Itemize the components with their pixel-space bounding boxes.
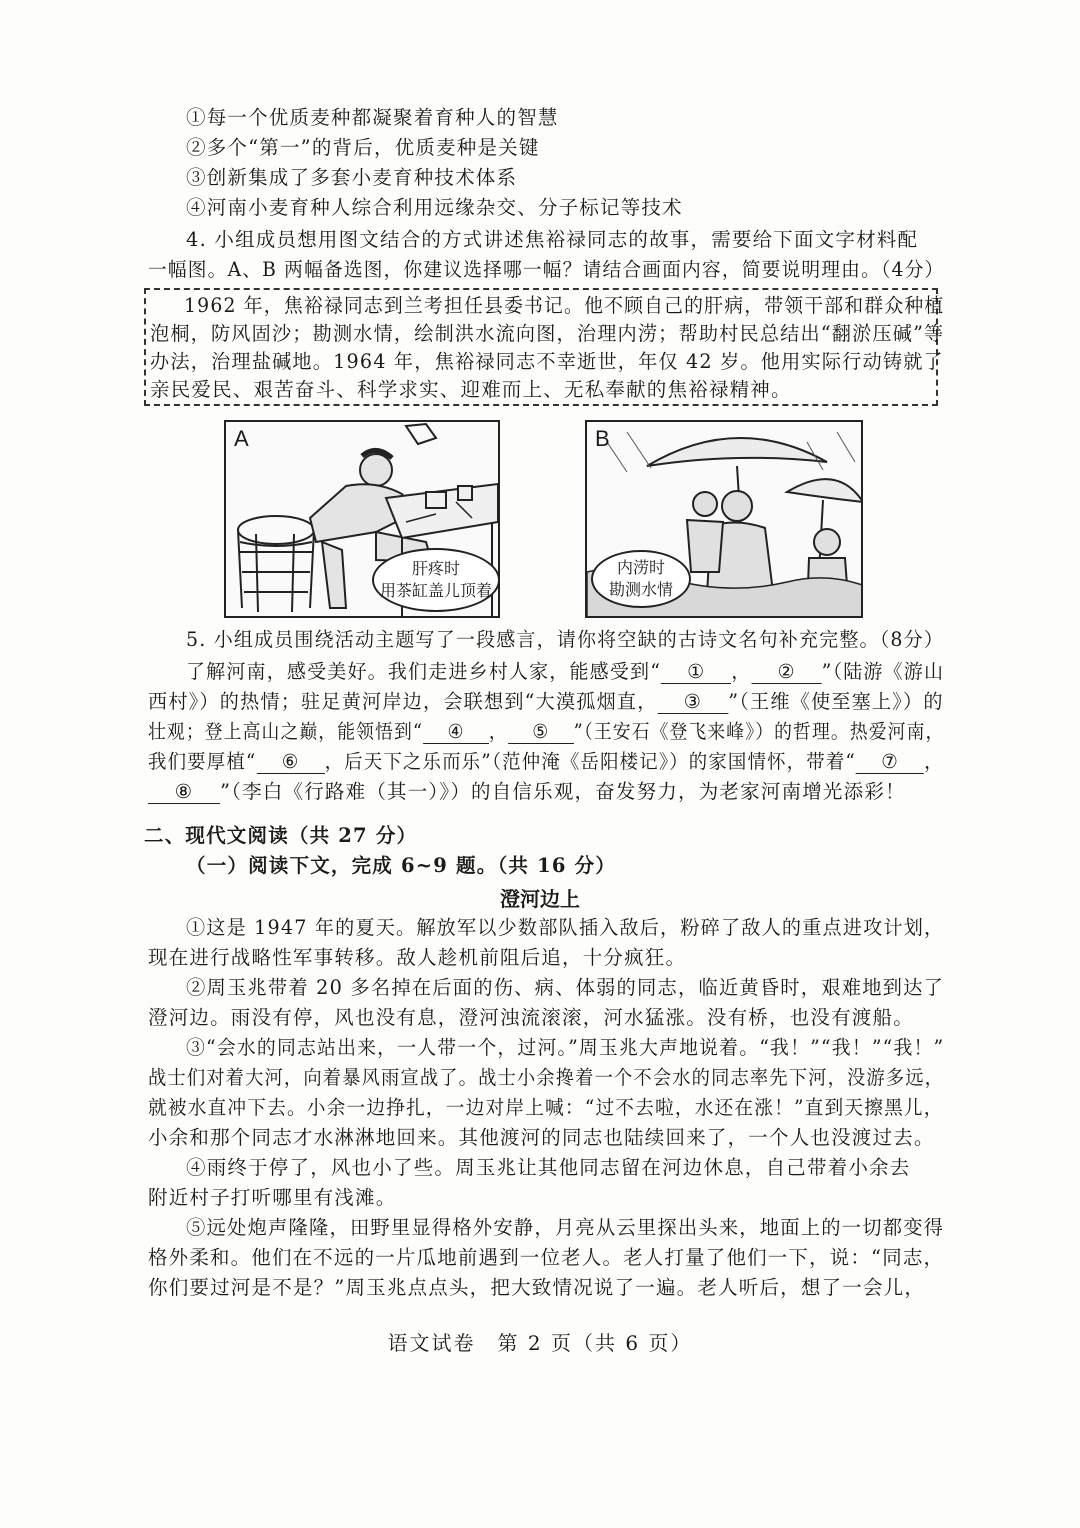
q5-text: ”（陆游《游山 [821,660,945,683]
q5-prompt: 5. 小组成员围绕活动主题写了一段感言，请你将空缺的古诗文名句补充完整。（8分） [186,628,945,651]
article-line: 战士们对着大河，向着暴风雨宣战了。战士小余搀着一个不会水的同志率先下河，没游多远， [148,1066,945,1089]
q5-text: 西村》）的热情；驻足黄河岸边，会联想到“大漠孤烟直， [148,690,658,713]
blank-6[interactable]: ⑥ [256,751,324,774]
blank-2[interactable]: ② [751,661,821,684]
q5-text: ， [488,720,508,743]
picture-a [224,420,500,618]
material-line: 泡桐，防风固沙；勘测水情，绘制洪水流向图，治理内涝；帮助村民总结出“翻淤压碱”等 [150,322,945,345]
blank-7[interactable]: ⑦ [856,751,924,774]
page-footer: 语文试卷 第 2 页（共 6 页） [387,1331,693,1355]
picture-a-caption-1: 肝疼时 [411,559,460,578]
article-line: ①这是 1947 年的夏天。解放军以少数部队插入敌后，粉碎了敌人的重点进攻计划， [186,916,945,939]
q5-text-line4 [148,748,944,776]
article-line: ②周玉兆带着 20 多名掉在后面的伤、病、体弱的同志，临近黄昏时，艰难地到达了 [186,976,945,999]
material-line: 办法，治理盐碱地。1964 年，焦裕禄同志不幸逝世，年仅 42 岁。他用实际行动铸就了 [150,350,944,373]
q5-text: ，后天下之乐而乐”（范仲淹《岳阳楼记》）的家国情怀，带着“ [324,750,857,773]
q5-text: ， [924,750,944,773]
q5-text-line2 [148,688,944,716]
article-line: 附近村子打听哪里有浅滩。 [148,1186,397,1209]
q5-text-line3 [148,718,944,746]
article-line: ⑤远处炮声隆隆，田野里显得格外安静，月亮从云里探出头来，地面上的一切都变得 [186,1216,945,1239]
q5-text: ”（李白《行路难（其一）》）的自信乐观，奋发努力，为老家河南增光添彩！ [220,780,906,803]
material-line: 亲民爱民、艰苦奋斗、科学求实、迎难而上、无私奉献的焦裕禄精神。 [150,378,792,401]
article-line: 你们要过河是不是？”周玉兆点点头，把大致情况说了一遍。老人听后，想了一会儿， [148,1276,926,1299]
picture-b-caption-2: 勘测水情 [608,580,673,599]
article-line: 小余和那个同志才水淋淋地回来。其他渡河的同志也陆续回来了，一个人也没渡过去。 [148,1126,935,1149]
picture-b-caption-1: 内涝时 [616,558,665,577]
article-line: 就被水直冲下去。小余一边挣扎，一边对岸上喊：“过不去啦，水还在涨！”直到天擦黑儿， [148,1096,944,1119]
q4-prompt-line1: 4. 小组成员想用图文结合的方式讲述焦裕禄同志的故事，需要给下面文字材料配 [186,228,919,251]
q5-text: 壮观；登上高山之巅，能领悟到“ [148,720,424,743]
article-line: ③“会水的同志站出来，一人带一个，过河。”周玉兆大声地说着。“我！”“我！”“我！” [186,1036,945,1059]
q5-text: ”（王维《使至塞上》）的 [728,690,944,713]
material-line: 1962 年，焦裕禄同志到兰考担任县委书记。他不顾自己的肝病，带领干部和群众种植 [184,294,945,317]
blank-8[interactable]: ⑧ [148,781,220,804]
option-3: ③创新集成了多套小麦育种技术体系 [186,166,518,189]
q5-text: ”（王安石《登飞来峰》）的哲理。热爱河南， [573,720,945,743]
article-line: ④雨终于停了，风也小了些。周玉兆让其他同志留在河边休息，自己带着小余去 [186,1156,911,1179]
blank-1[interactable]: ① [661,661,731,684]
q5-text: 了解河南，感受美好。我们走进乡村人家，能感受到“ [186,660,662,683]
picture-b-label: B [595,426,610,451]
section-subheading: （一）阅读下文，完成 6~9 题。（共 16 分） [186,854,617,877]
option-2: ②多个“第一”的背后，优质麦种是关键 [186,136,540,159]
blank-5[interactable]: ⑤ [508,721,574,744]
q5-text: 我们要厚植“ [148,750,257,773]
blank-4[interactable]: ④ [423,721,489,744]
q5-text-line1 [186,658,944,686]
article-line: 现在进行战略性军事转移。敌人趁机前阻后追，十分疯狂。 [148,946,687,969]
picture-b [585,420,863,618]
q5-text: ， [731,660,752,683]
picture-a-label: A [234,426,249,451]
picture-a-speech-bubble [372,548,500,612]
option-1: ①每一个优质麦种都凝聚着育种人的智慧 [186,106,559,129]
article-line: 澄河边。雨没有停，风也没有息，澄河浊流滚滚，河水猛涨。没有桥，也没有渡船。 [148,1006,914,1029]
article-title: 澄河边上 [500,887,580,911]
section-heading: 二、现代文阅读（共 27 分） [144,824,418,847]
option-4: ④河南小麦育种人综合利用远缘杂交、分子标记等技术 [186,196,683,219]
picture-b-speech-bubble [591,550,691,608]
q5-text-line5 [148,778,906,806]
picture-a-caption-2: 用茶缸盖儿顶着 [379,581,492,600]
q4-prompt-line2: 一幅图。A、B 两幅备选图，你建议选择哪一幅？请结合画面内容，简要说明理由。（4分） [148,258,945,281]
article-line: 格外柔和。他们在不远的一片瓜地前遇到一位老人。老人打量了他们一下，说：“同志， [148,1246,945,1269]
blank-3[interactable]: ③ [658,691,729,714]
q4-material-box [144,288,945,406]
